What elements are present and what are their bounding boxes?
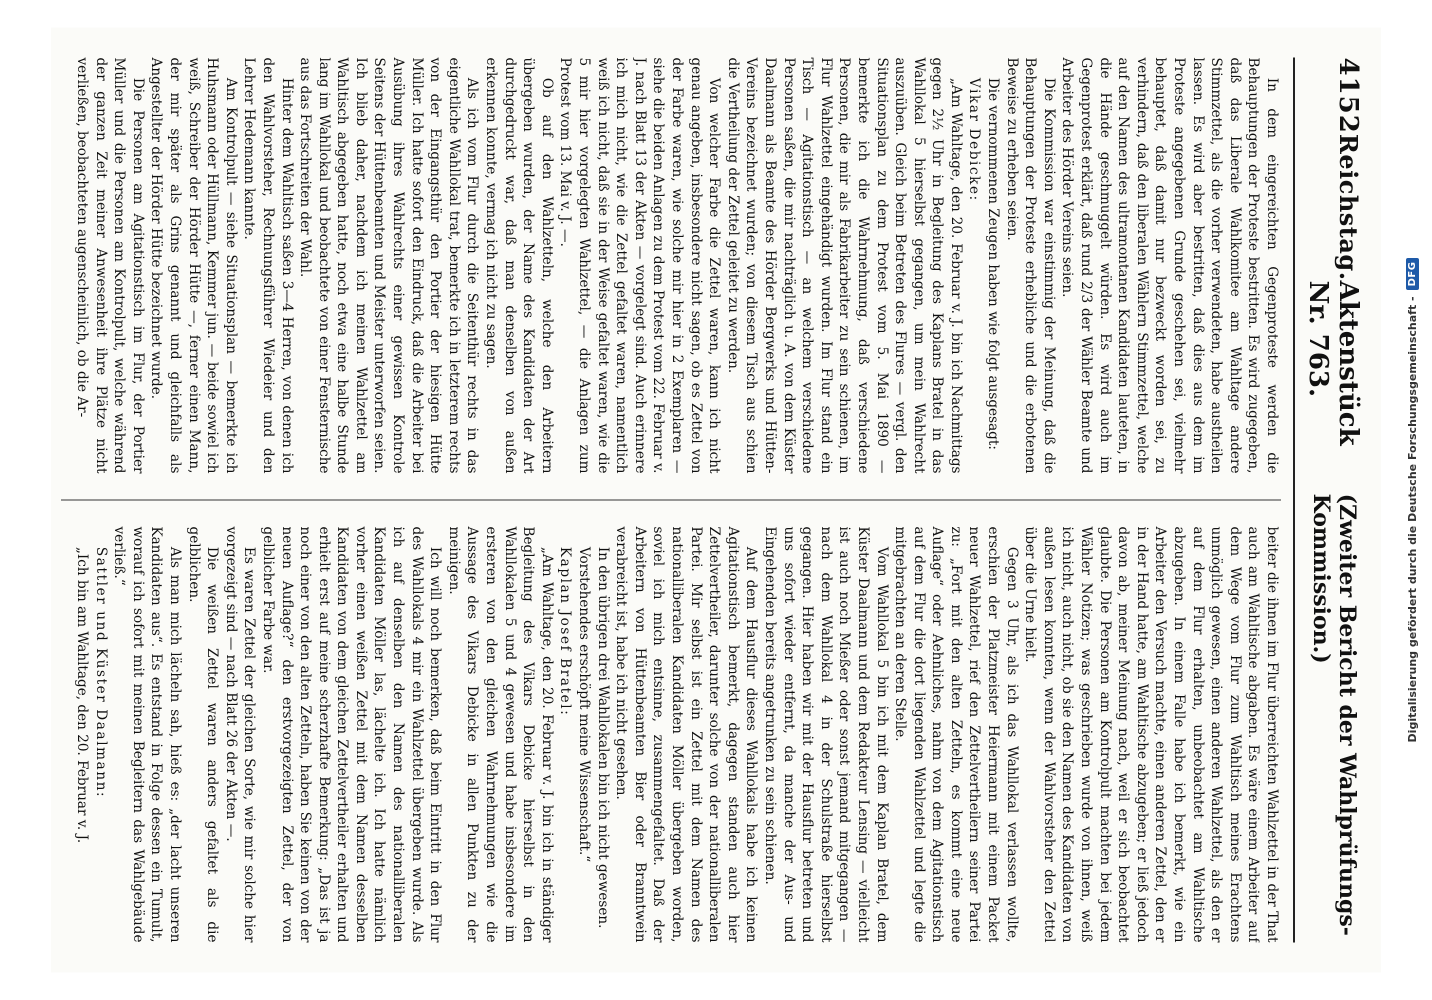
text-columns xyxy=(61,58,1281,943)
paragraph: In dem eingereichten Gegenproteste werden die Behauptungen der Proteste bestritten. Es wird zugegeben, daß das Liberale Wahlkomitee am Wahltage andere Stimmzettel, als die vorher verwendeten, habe austheilen lassen. Es wird aber bestritten, daß dies aus dem im Proteste angegebenen Grunde geschehen sei, vielmehr behauptet, daß damit nur bezweckt worden sei, zu verhindern, daß den liberalen Wählern Stimmzettel, welche auf den Namen des ultramontanen Kandidaten lauteten, in die Hände geschmuggelt würden. Es wird auch im Gegenprotest erklärt, daß rund 2/3 der Wähler Beamte und Arbeiter des Hörder Vereins seien. xyxy=(1059,57,1280,474)
column-divider xyxy=(61,500,1281,501)
witness-name: Vikar Debicke: xyxy=(966,77,983,202)
paragraph: Auf dem Hausflur dieses Wahllokals habe ich keinen Agitationstisch bemerkt, dagegen standen auch hier Zettelvertheiler, darunter solche von der nationalliberalen Partei. Mir selbst ist ein Zettel mit dem Namen des nationalliberalen Kandidaten Möller übergeben worden, soviel ich mich entsinne, zusammengefaltet. Daß der Arbeitern von Hüttenbeamten Bier oder Branntwein verabreicht ist, habe ich nicht gesehen. xyxy=(613,526,760,943)
page-number: 4152 xyxy=(1333,57,1363,134)
document-number: Aktenstück Nr. 763. xyxy=(1303,280,1363,446)
paragraph: „Ich bin am Wahltage, den 20. Februar v. J. xyxy=(74,546,90,844)
report-title: (Zweiter Bericht der Wahlprüfungs-Kommission.) xyxy=(1308,493,1360,936)
paragraph: Die Kommission war einstimmig der Meinung, daß die Behauptungen der Proteste erhebliche und die erbotenen Beweise zu erheben seien. xyxy=(1003,57,1057,474)
paragraph: Gegen 3 Uhr, als ich das Wahllokal verlassen wollte, erschien der Platzmeister Heiermann mit einem Packet neuer Wahlzettel, rief den Zettelvertheilern seiner Partei zu: „Fort mit den alten Zetteln, es kommt eine neue Auflage“ oder Aehnliches, nahm von dem Agitationstisch auf dem Flur die dort liegenden Wahlzettel und legte die mitgebrachten an deren Stelle. xyxy=(892,526,1020,943)
paragraph: „Am Wahltage, den 20. Februar v. J. bin ich in ständiger Begleitung des Vikars Debicke hierselbst in den Wahllokalen 5 und 4 gewesen und habe insbesondere im ersteren von den gleichen Wahrnehmungen wie die Aussage des Vikars Debicke in allen Punkten zu der meinigen. xyxy=(445,526,555,943)
paragraph: „Am Wahltage, den 20. Februar v. J. bin ich Nachmittags gegen 2½ Uhr in Begleitung des Kaplans Bratel in das Wahllokal 5 hierselbst gegangen, um mein Wahlrecht auszuüben. Gleich beim Betreten des Flures — vergl. den Situationsplan zu dem Protest vom 5. Mai 1890 — bemerkte ich die Wahrnehmung, daß verschiedene Personen, die mir als Fabrikarbeiter zu sein schienen, im Flur Wahlzettel eingehändigt wurden. Im Flur stand ein Tisch — Agitationstisch — an welchem verschiedene Personen saßen, die mir nachträglich u. A. von dem Küster Daalmann als Beamte des Hörder Bergwerks und Hütten-Vereins bezeichnet wurden; von diesem Tisch aus schien die Vertheilung der Zettel geleitet zu werden. xyxy=(724,57,964,474)
dfg-logo: DFG xyxy=(1406,258,1419,291)
paragraph: Ich will noch bemerken, daß beim Eintritt in den Flur des Wahllokals 4 mir ein Wahlzettel übergeben wurde. Als ich auf denselben den Namen des nationalliberalen Kandidaten Möller las, lächelte ich. Ich hatte nämlich vorher einen weißen Zettel mit dem Namen desselben Kandidaten von dem gleichen Zettelvertheiler erhalten und erhielt erst auf meine scherzhafte Bemerkung: „Das ist ja noch einer von den alten Zetteln, haben Sie keinen von der neuen Auflage?“ den erstvorgezeigten Zettel, der von gelblicher Farbe war. xyxy=(259,526,444,943)
paragraph: Vorstehendes erschöpft meine Wissenschaft.“ xyxy=(576,546,593,863)
paragraph: Hinter dem Wahltisch saßen 3—4 Herren, von denen ich den Wahlvorsteher, Rechnungsführer Wiedeier und den Lehrer Hedemann kannte. xyxy=(241,57,295,474)
witness-name: Sattler und Küster Daalmann: xyxy=(92,546,109,799)
right-column xyxy=(61,527,1281,943)
paragraph: Die vernommenen Zeugen haben wie folgt ausgesagt: xyxy=(985,77,1002,450)
paragraph: In den übrigen drei Wahllokalen bin ich nicht gewesen. xyxy=(594,546,611,929)
paragraph: Die Personen am Agitationstisch im Flur, der Portier Müller und die Personen am Kontrolpult, welche während der ganzen Zeit meiner Anwesenheit ihre Plätze nicht verließen, beobachteten augenscheinlich, ob die Ar- xyxy=(74,57,146,474)
digitization-credit xyxy=(1400,50,1424,950)
credit-text: Digitalisierung gefördert durch die Deutsche Forschungsgemeinschaft - xyxy=(1405,296,1419,743)
paragraph: Die weißen Zettel waren anders gefaltet als die gelblichen. xyxy=(185,526,221,943)
page-header xyxy=(1293,58,1367,943)
chamber-title: Reichstag. xyxy=(1334,133,1363,281)
paragraph: Es waren Zettel der gleichen Sorte, wie mir solche hier vorgezeigt sind — nach Blatt 26 der Akten —. xyxy=(222,526,258,943)
paragraph: Ob auf den Wahlzetteln, welche den Arbeitern übergeben wurden, der Name des Kandidaten der Art durchgedruckt war, daß man denselben von außen erkennen konnte, vermag ich nicht zu sagen. xyxy=(483,57,555,474)
witness-name: Kaplan Josef Bratel: xyxy=(557,546,574,717)
paragraph: Vom Wahllokal 5 bin ich mit dem Kaplan Bratel, dem Küster Daalmann und dem Redakteur Lensing — vielleicht ist auch noch Mießer oder sonst jemand mitgegangen — nach dem Wahllokal 4 in der Schulstraße hierselbst gegangen. Hier haben wir mit der Hausflur betreten und uns sofort wieder entfernt, da manche der Aus- und Eingehenden bereits angetrunken zu sein schienen. xyxy=(761,526,890,943)
left-column xyxy=(61,58,1281,474)
paragraph: Als man mich lächeln sah, hieß es: „der lacht unseren Kandidaten aus“. Es entstand in Folge dessen ein Tumult, worauf ich sofort mit meinen Begleitern das Wahlgebäude verließ.“ xyxy=(111,526,183,943)
scanned-page xyxy=(51,28,1381,973)
paragraph: Als ich vom Flur durch die Seitenthür rechts in das eigentliche Wahllokal trat, bemerkte ich in letzterem rechts von der Eingangsthür den Portier der hiesigen Hütte Müller. Ich hatte sofort den Eindruck, daß die Arbeiter bei Ausübung ihres Wahlrechts einer gewissen Kontrole Seitens der Hüttenbeamten und Meister unterworfen seien. Ich blieb daher, nachdem ich meinen Wahlzettel am Wahltisch abgegeben hatte, noch etwa eine halbe Stunde lang im Wahllokal und beobachtete von einer Fensternische aus das Fortschreiten der Wahl. xyxy=(297,57,481,474)
paragraph: Am Kontrolpult — siehe Situationsplan — bemerkte ich Huhsmann oder Hüllmann, Kemmer jun. — beide sowiel ich weiß, Schreiber der Hörder Hütte —, ferner einen Mann, der mir später als Grins genannt und gleichfalls als Angestellter der Hörder Hütte bezeichnet wurde. xyxy=(148,57,239,474)
paragraph: beiter die ihnen im Flur überreichten Wahlzettel in der That auch am Wahltische abgaben. Es wäre einem Arbeiter auf dem Wege vom Flur zum Wahltisch meines Erachtens unmöglich gewesen, einen anderen Wahlzettel, als den er auf dem Flur erhalten, unbeobachtet am Wahltische abzugeben. In einem Falle habe ich bemerkt, wie ein Arbeiter den Versuch machte, einen anderen Zettel, den er in der Hand hatte, am Wahltische abzugeben; er ließ jedoch davon ab, meiner Meinung nach, weil er sich beobachtet glaubte. Die Personen am Kontrolpult machten bei jedem Wähler Notizen; was geschrieben wurde von ihnen, weiß ich nicht, auch nicht, ob sie den Namen des Kandidaten von außen lesen konnten, wenn der Wahlvorsteher den Zettel über die Urne hielt. xyxy=(1022,526,1280,943)
paragraph: Von welcher Farbe die Zettel waren, kann ich nicht genau angeben, insbesondere nicht sagen, ob es Zettel von der Farbe waren, wie solche mir hier in 2 Exemplaren — siehe die beiden Anlagen zu dem Protest vom 22. Februar v. J. nach Blatt 13 der Akten — vorgelegt sind. Auch erinnere ich mich nicht, wie die Zettel gefaltet waren, namentlich weiß ich nicht, daß sie in der Weise gefaltet waren, wie die 5 mir hier vorgelegten Wahlzettel, — die Anlagen zum Protest vom 13. Mai v. J. —. xyxy=(557,57,723,474)
